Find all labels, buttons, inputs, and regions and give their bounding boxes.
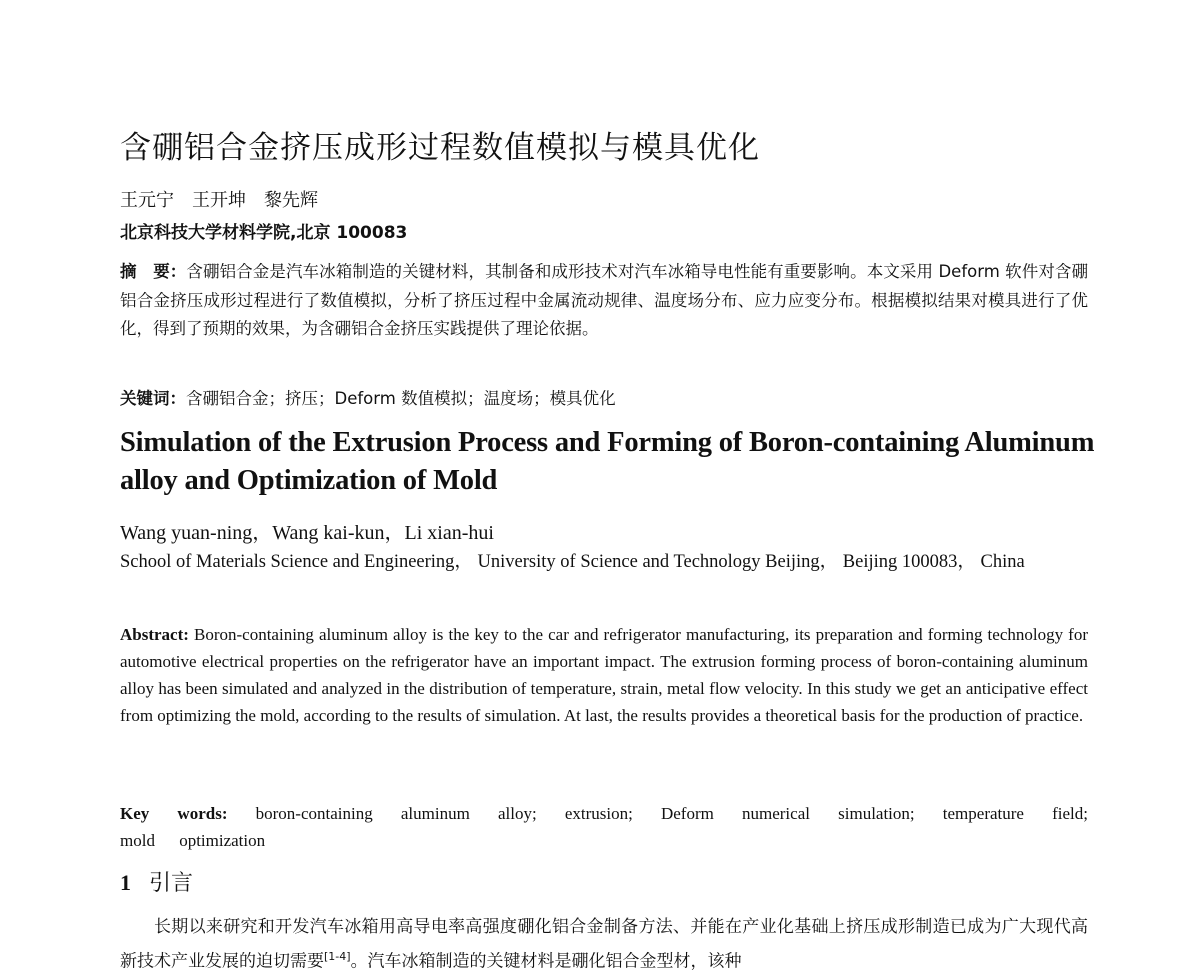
paper-page bbox=[120, 0, 1095, 972]
section-number: 1 bbox=[120, 870, 131, 895]
english-authors: Wang yuan-ning，Wang kai-kun，Li xian-hui bbox=[120, 522, 494, 544]
chinese-authors: 王元宁 王开坤 黎先辉 bbox=[120, 190, 318, 211]
body-paragraph bbox=[120, 912, 1088, 977]
english-abstract bbox=[120, 621, 1088, 729]
english-affiliation: School of Materials Science and Engineering， University of Science and Technology Beijing， Beijing 100083， China bbox=[120, 552, 1025, 572]
section-heading bbox=[120, 866, 193, 897]
english-keywords-text: boron-containing aluminum alloy; extrusion; Deform numerical simulation; temperature field; mold optimization bbox=[120, 804, 1088, 850]
chinese-abstract-label: 摘 要： bbox=[120, 262, 187, 281]
english-abstract-label: Abstract: bbox=[120, 625, 189, 644]
chinese-abstract-text: 含硼铝合金是汽车冰箱制造的关键材料，其制备和成形技术对汽车冰箱导电性能有重要影响。本文采用 Deform 软件对含硼铝合金挤压成形过程进行了数值模拟，分析了挤压过程中金属流动规律、温度场分布、应力应变分布。根据模拟结果对模具进行了优化，得到了预期的效果，为含硼铝合金挤压实践提供了理论依据。 bbox=[120, 262, 1089, 338]
english-keywords bbox=[120, 800, 1088, 854]
english-title: Simulation of the Extrusion Process and Forming of Boron-containing Aluminum alloy and Optimization of Mold bbox=[120, 427, 1095, 496]
chinese-title: 含硼铝合金挤压成形过程数值模拟与模具优化 bbox=[120, 130, 760, 166]
chinese-keywords-label: 关键词： bbox=[120, 389, 186, 408]
chinese-affiliation: 北京科技大学材料学院,北京 100083 bbox=[120, 223, 408, 243]
body-text-before-ref: 长期以来研究和开发汽车冰箱用高导电率高强度硼化铝合金制备方法、并能在产业化基础上挤压成形制造已成为广大现代高新技术产业发展的迫切需要 bbox=[120, 917, 1088, 972]
chinese-abstract bbox=[120, 258, 1088, 344]
citation-ref: [1-4] bbox=[324, 950, 351, 963]
english-abstract-text: Boron-containing aluminum alloy is the key to the car and refrigerator manufacturing, its preparation and forming technology for automotive electrical properties on the refrigerator have an important impact. The extrusion forming process of boron-containing aluminum alloy has been simulated and analyzed in the distribution of temperature, strain, metal flow velocity. In this study we get an anticipative effect from optimizing the mold, according to the results of simulation. At last, the results provides a theoretical basis for the production of practice. bbox=[120, 625, 1088, 725]
chinese-keywords bbox=[120, 385, 616, 409]
section-title: 引言 bbox=[149, 871, 194, 896]
chinese-keywords-text: 含硼铝合金；挤压；Deform 数值模拟；温度场；模具优化 bbox=[186, 389, 616, 408]
english-keywords-label: Key words: bbox=[120, 804, 228, 823]
body-text-after-ref: 。汽车冰箱制造的关键材料是硼化铝合金型材，该种 bbox=[350, 951, 742, 972]
